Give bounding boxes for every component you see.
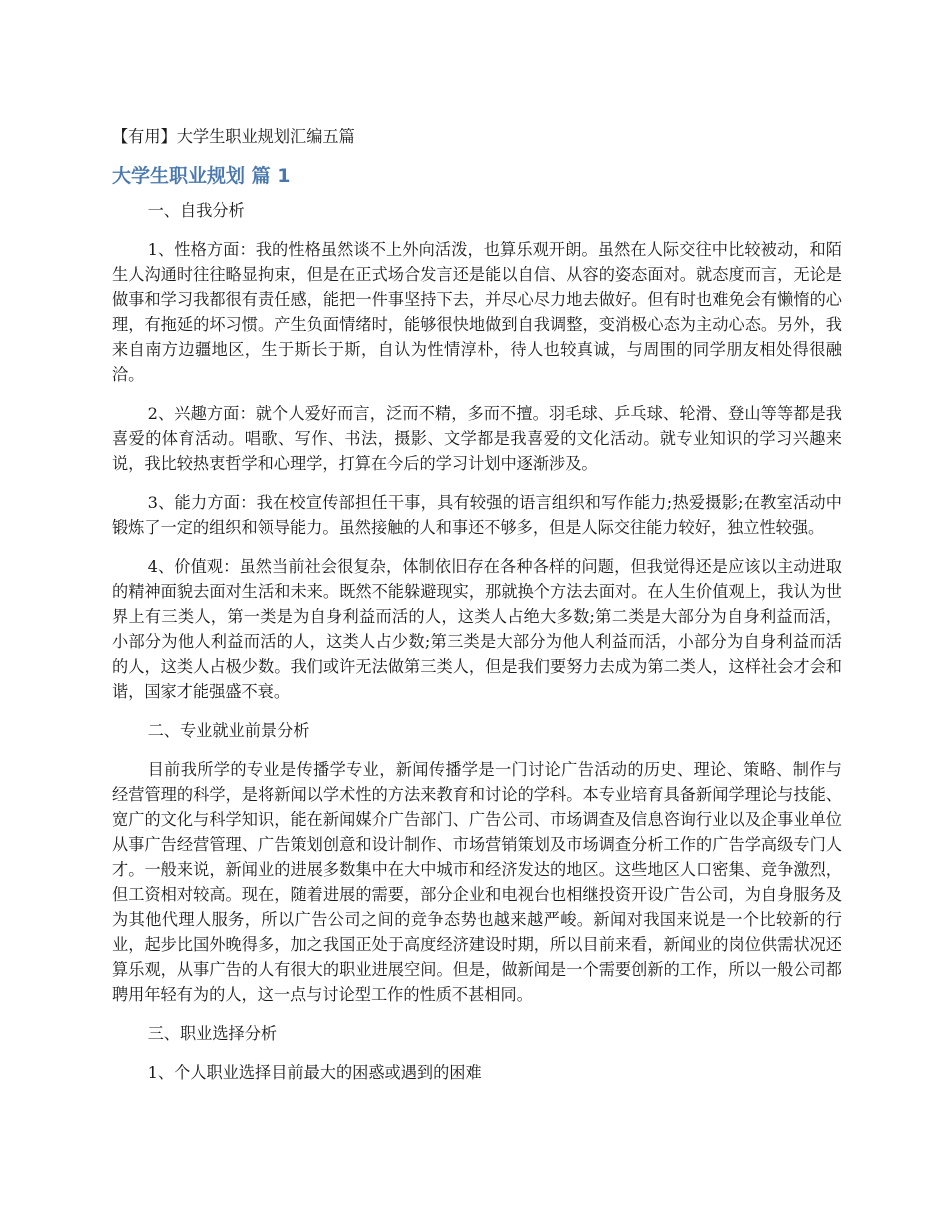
section-heading-employment-prospects: 二、专业就业前景分析 <box>147 721 310 740</box>
document-title: 【有用】大学生职业规划汇编五篇 <box>112 127 355 146</box>
paragraph-values: 4、价值观：虽然当前社会很复杂，体制依旧存在各种各样的问题，但我觉得还是应该以主动进取的精神面貌去面对生活和未来。既然不能躲避现实，那就换个方法去面对。在人生价值观上，我认为世界上有三类人，第一类是为自身利益而活的人，这类人占绝大多数;第二类是大部分为自身利益而活，小部分为他人利益而活的人，这类人占少数;第三类是大部分为他人利益而活，小部分为自身利益而活的人，这类人占极少数。我们或许无法做第三类人，但是我们要努力去成为第二类人，这样社会才会和谐，国家才能强盛不衰。 <box>112 557 842 701</box>
paragraph-abilities: 3、能力方面：我在校宣传部担任干事，具有较强的语言组织和写作能力;热爱摄影;在教室活动中锻炼了一定的组织和领导能力。虽然接触的人和事还不够多，但是人际交往能力较好，独立性较强。 <box>112 493 842 537</box>
article-heading: 大学生职业规划 篇 1 <box>112 165 291 187</box>
paragraph-personality: 1、性格方面：我的性格虽然谈不上外向活泼，也算乐观开朗。虽然在人际交往中比较被动，和陌生人沟通时往往略显拘束，但是在正式场合发言还是能以自信、从容的姿态面对。就态度而言，无论是做事和学习我都很有责任感，能把一件事坚持下去，并尽心尽力地去做好。但有时也难免会有懒惰的心理，有拖延的坏习惯。产生负面情绪时，能够很快地做到自我调整，变消极心态为主动心态。另外，我来自南方边疆地区，生于斯长于斯，自认为性情淳朴，待人也较真诚，与周围的同学朋友相处得很融洽。 <box>112 240 842 384</box>
paragraph-major-prospects: 目前我所学的专业是传播学专业，新闻传播学是一门讨论广告活动的历史、理论、策略、制作与经营管理的科学，是将新闻以学术性的方法来教育和讨论的学科。本专业培育具备新闻学理论与技能、宽广的文化与科学知识，能在新闻媒介广告部门、广告公司、市场调查及信息咨询行业以及企事业单位从事广告经营管理、广告策划创意和设计制作、市场营销策划及市场调查分析工作的广告学高级专门人才。一般来说，新闻业的进展多数集中在大中城市和经济发达的地区。这些地区人口密集、竞争激烈，但工资相对较高。现在，随着进展的需要，部分企业和电视台也相继投资开设广告公司，为自身服务及为其他代理人服务，所以广告公司之间的竞争态势也越来越严峻。新闻对我国来说是一个比较新的行业，起步比国外晚得多，加之我国正处于高度经济建设时期，所以目前来看，新闻业的岗位供需状况还算乐观，从事广告的人有很大的职业进展空间。但是，做新闻是一个需要创新的工作，所以一般公司都聘用年轻有为的人，这一点与讨论型工作的性质不甚相同。 <box>112 760 842 1004</box>
paragraph-career-difficulty: 1、个人职业选择目前最大的困惑或遇到的困难 <box>147 1063 482 1082</box>
section-heading-career-choice: 三、职业选择分析 <box>147 1024 278 1043</box>
section-heading-self-analysis: 一、自我分析 <box>147 201 245 220</box>
document-page <box>112 124 842 1099</box>
paragraph-interests: 2、兴趣方面：就个人爱好而言，泛而不精，多而不擅。羽毛球、乒乓球、轮滑、登山等等都是我喜爱的体育活动。唱歌、写作、书法，摄影、文学都是我喜爱的文化活动。就专业知识的学习兴趣来说，我比较热衷哲学和心理学，打算在今后的学习计划中逐渐涉及。 <box>112 404 842 473</box>
